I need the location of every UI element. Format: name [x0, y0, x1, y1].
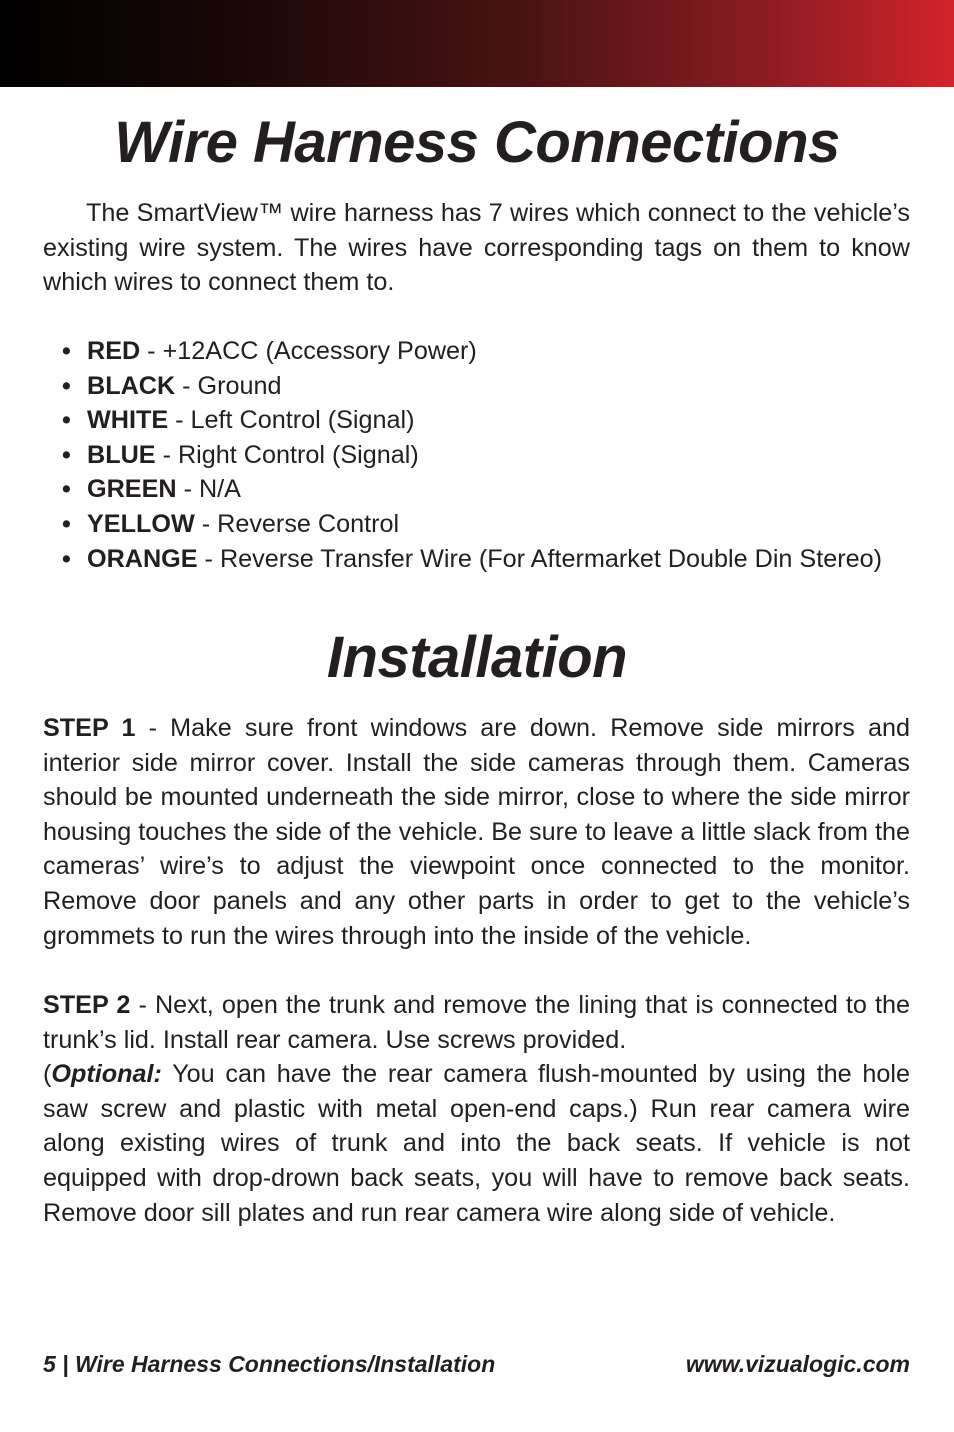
optional-label: Optional: — [51, 1060, 162, 1089]
wire-item-yellow — [62, 507, 922, 542]
step-1-text: - Make sure front windows are down. Remove side mirrors and interior side mirror cover. Install the side cameras through them. Cameras should be mounted underneath the side mirror, close to where the side mirror housing touches the side of the vehicle. Be sure to leave a little slack from the cameras’ wire’s to adjust the viewpoint once connected to the monitor. Remove door panels and any other parts in order to get to the vehicle’s grommets to run the wires through into the inside of the vehicle. — [43, 714, 910, 950]
section-title-installation: Installation — [326, 625, 628, 690]
step-1-label: STEP 1 — [43, 714, 136, 742]
footer-page-label: 5 | Wire Harness Connections/Installation — [43, 1351, 496, 1377]
bullet-icon: • — [62, 440, 71, 469]
wire-item-black — [62, 369, 922, 404]
bullet-icon: • — [62, 371, 71, 400]
wire-description: - Reverse Transfer Wire (For Aftermarket Double Din Stereo) — [197, 544, 883, 573]
wire-item-blue — [62, 438, 922, 473]
wire-color-label: GREEN — [87, 475, 177, 504]
wire-description: - +12ACC (Accessory Power) — [140, 337, 477, 365]
step-1-paragraph — [43, 711, 910, 953]
optional-open-paren: ( — [43, 1060, 52, 1089]
wire-item-orange — [62, 542, 922, 577]
step-2-paragraph — [43, 988, 910, 1230]
step-2-label: STEP 2 — [43, 991, 131, 1019]
bullet-icon: • — [62, 475, 71, 504]
wire-description: - N/A — [176, 475, 241, 504]
header-color-bar — [0, 0, 954, 87]
intro-paragraph: The SmartView™ wire harness has 7 wires which connect to the vehicle’s existing wire system. The wires have corresponding tags on them to know which wires to connect them to. — [43, 199, 910, 297]
wire-description: - Ground — [175, 371, 282, 400]
bullet-icon: • — [62, 406, 71, 435]
step-2-text: - Next, open the trunk and remove the lining that is connected to the trunk’s lid. Install rear camera. Use screws provided. — [43, 991, 910, 1054]
wire-description: - Right Control (Signal) — [155, 440, 419, 469]
wire-color-label: BLACK — [87, 371, 176, 400]
wire-item-white — [62, 403, 922, 438]
bullet-icon: • — [62, 544, 71, 573]
wire-color-label: RED — [87, 337, 141, 365]
wire-list — [62, 334, 922, 576]
bullet-icon: • — [62, 509, 71, 538]
wire-color-label: YELLOW — [87, 509, 195, 538]
section-title-wire-harness: Wire Harness Connections — [114, 110, 840, 175]
wire-item-red — [62, 334, 922, 369]
optional-text: You can have the rear camera flush-mounted by using the hole saw screw and plastic with metal open-end caps.) Run rear camera wire along existing wires of trunk and into the back seats. If vehicle is not equipped with drop-drown back seats, you will have to remove back seats. Remove door sill plates and run rear camera wire along side of vehicle. — [43, 1060, 910, 1227]
wire-color-label: BLUE — [87, 440, 156, 469]
wire-color-label: ORANGE — [87, 544, 198, 573]
wire-color-label: WHITE — [87, 406, 169, 435]
wire-item-green — [62, 472, 922, 507]
wire-description: - Left Control (Signal) — [168, 406, 415, 435]
wire-description: - Reverse Control — [194, 509, 400, 538]
footer-website: www.vizualogic.com — [685, 1351, 910, 1377]
bullet-icon: • — [62, 337, 71, 365]
